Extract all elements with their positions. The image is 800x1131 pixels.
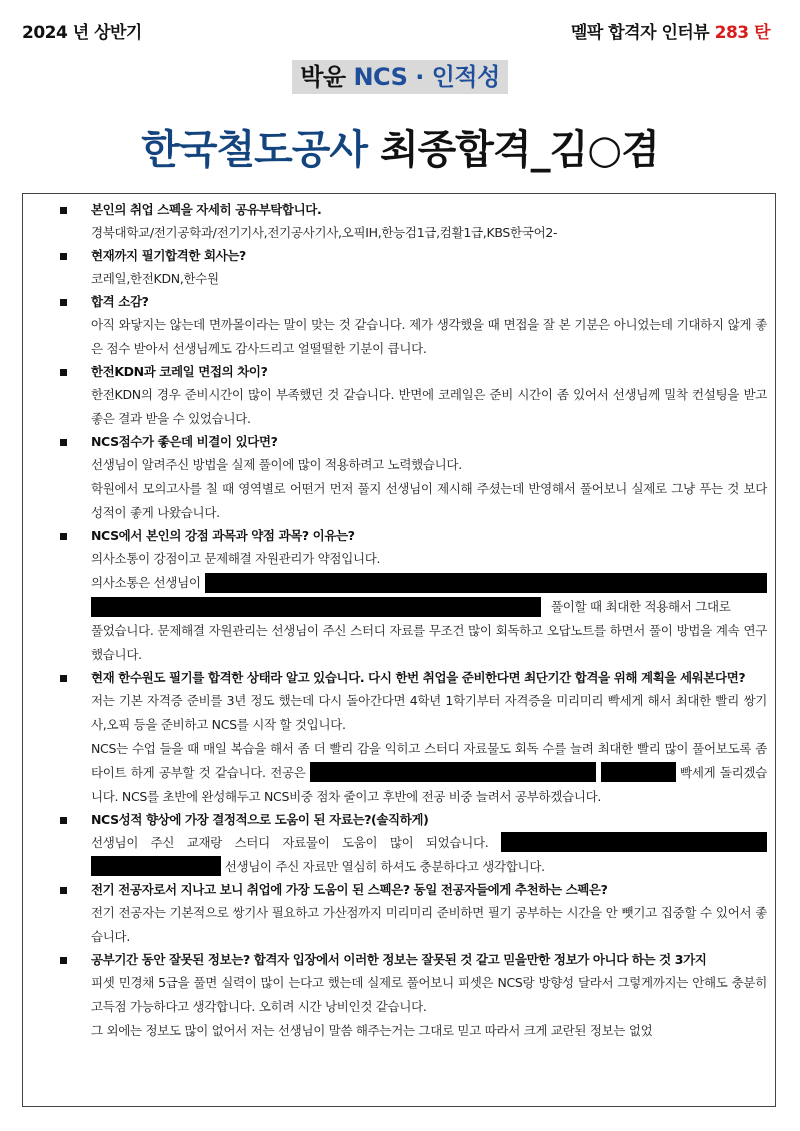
bullet-square [60, 533, 67, 540]
bullet-square [60, 675, 67, 682]
question-text: NCS성적 향상에 가장 결정적으로 도움이 된 자료는?(솔직하게) [91, 812, 429, 827]
header-series-suffix: 탄 [754, 23, 770, 43]
bullet-square [60, 299, 67, 306]
qa-item [23, 245, 775, 291]
question-text: 합격 소감? [91, 294, 149, 309]
bullet-square [60, 957, 67, 964]
question-text: 공부기간 동안 잘못된 정보는? 합격자 입장에서 이러한 정보는 잘못된 것 같고 믿을만한 정보가 아니다 하는 것 3가지 [91, 952, 707, 967]
redaction-bar [91, 597, 541, 617]
answer-text: NCS는 수업 들을 때 매일 복습을 해서 좀 더 빨리 감을 익히고 스터디 자료물도 회독 수를 늘려 최대한 빨리 많이 풀어보도록 좀 타이트 하게 공부할 것 같습니다. 전공은 [91, 741, 767, 780]
page-title [0, 118, 800, 175]
qa-item [23, 525, 775, 667]
answer: 풀었습니다. 문제해결 자원관리는 선생님이 주신 스터디 자료를 무조건 많이 회독하고 오답노트를 하면서 풀이 방법을 계속 연구했습니다. [91, 623, 767, 662]
bullet-square [60, 253, 67, 260]
question [23, 199, 775, 221]
answer-text: 풀이할 때 최대한 적용해서 그대로 [551, 599, 731, 614]
question-text: 전기 전공자로서 지나고 보니 취업에 가장 도움이 된 스펙은? 동일 전공자들에게 추천하는 스펙은? [91, 882, 608, 897]
bullet-square [60, 439, 67, 446]
question-text: 한전KDN과 코레일 면접의 차이? [91, 364, 268, 379]
redaction-bar [601, 762, 676, 782]
redaction-bar [501, 832, 767, 852]
question-text: 본인의 취업 스펙을 자세히 공유부탁합니다. [91, 202, 322, 217]
redaction-bar [205, 573, 767, 593]
bullet-square [60, 887, 67, 894]
header-series-number: 283 [714, 23, 749, 43]
answer: 의사소통이 강점이고 문제해결 자원관리가 약점입니다. [91, 551, 381, 566]
title-candidate: 최종합격_김○겸 [380, 127, 659, 173]
answer-text: 빡세게 돌리겠습니다. NCS를 초반에 완성해두고 NCS비중 점차 줄이고 후반에 전공 비중 늘려서 공부하겠습니다. [91, 765, 767, 804]
question [23, 809, 775, 831]
subtitle-teacher: 박윤 [300, 63, 346, 91]
question [23, 291, 775, 313]
question [23, 361, 775, 383]
question [23, 431, 775, 453]
header-period: 2024 년 상반기 [22, 23, 142, 43]
bullet-square [60, 207, 67, 214]
answer-redacted [23, 737, 775, 809]
redaction-bar [91, 856, 221, 876]
answer: 저는 기본 자격증 준비를 3년 정도 했는데 다시 돌아간다면 4학년 1학기부터 자격증을 미리미리 빡세게 해서 최대한 빨리 쌍기사,오픽 등을 준비하고 NCS를 시작 할 것입니다. [91, 693, 767, 732]
redaction-bar [310, 762, 596, 782]
qa-item [23, 809, 775, 879]
qa-item [23, 879, 775, 949]
bullet-square [60, 369, 67, 376]
answer: 학원에서 모의고사를 칠 때 영역별로 어떤거 먼저 풀지 선생님이 제시해 주셨는데 반영해서 풀어보니 실제로 그냥 푸는 것 보다 성적이 좋게 나왔습니다. [91, 481, 767, 520]
subtitle-subject: NCS · 인적성 [353, 63, 500, 91]
qa-item [23, 667, 775, 809]
question [23, 525, 775, 547]
qa-item [23, 949, 775, 1043]
answer-redacted [23, 831, 775, 879]
qa-item [23, 431, 775, 525]
answer: 선생님이 알려주신 방법을 실제 풀이에 많이 적용하려고 노력했습니다. [91, 457, 462, 472]
answer-text: 선생님이 주신 자료만 열심히 하셔도 충분하다고 생각합니다. [224, 859, 545, 874]
answer: 그 외에는 정보도 많이 없어서 저는 선생님이 말씀 해주는거는 그대로 믿고 따라서 크게 교란된 정보는 없었 [91, 1023, 653, 1038]
bullet-square [60, 817, 67, 824]
qa-item [23, 361, 775, 431]
header-series-label: 멜팍 합격자 인터뷰 [571, 23, 710, 43]
subtitle [292, 60, 508, 94]
question [23, 667, 775, 689]
answer-text: 의사소통은 선생님이 [91, 575, 201, 590]
question [23, 245, 775, 267]
answer-text: 선생님이 주신 교재랑 스터디 자료물이 도움이 많이 되었습니다. [91, 835, 489, 850]
question [23, 879, 775, 901]
answer: 경북대학교/전기공학과/전기기사,전기공사기사,오픽IH,한능검1급,컴활1급,KBS한국어2- [91, 225, 558, 240]
answer: 전기 전공자는 기본적으로 쌍기사 필요하고 가산점까지 미리미리 준비하면 필기 공부하는 시간을 안 뺏기고 집중할 수 있어서 좋습니다. [91, 905, 767, 944]
question-text: 현재 한수원도 필기를 합격한 상태라 알고 있습니다. 다시 한번 취업을 준비한다면 최단기간 합격을 위해 계획을 세워본다면? [91, 670, 746, 685]
answer-redacted [23, 571, 775, 619]
subtitle-row [0, 60, 800, 94]
question-text: NCS점수가 좋은데 비결이 있다면? [91, 434, 278, 449]
answer: 한전KDN의 경우 준비시간이 많이 부족했던 것 같습니다. 반면에 코레일은 준비 시간이 좀 있어서 선생님께 밀착 컨설팅을 받고 좋은 결과 받을 수 있었습니다. [91, 387, 767, 426]
qa-item [23, 291, 775, 361]
interview-box [22, 193, 776, 1107]
question-text: NCS에서 본인의 강점 과목과 약점 과목? 이유는? [91, 528, 355, 543]
question [23, 949, 775, 971]
answer: 코레일,한전KDN,한수원 [91, 271, 219, 286]
qa-item [23, 199, 775, 245]
title-company: 한국철도공사 [141, 127, 368, 173]
answer: 아직 와닿지는 않는데 면까몰이라는 말이 맞는 것 같습니다. 제가 생각했을 때 면접을 잘 본 기분은 아니었는데 기대하지 않게 좋은 점수 받아서 선생님께도 감사드리고 얼떨떨한 기분이 큽니다. [91, 317, 767, 356]
answer: 피셋 민경채 5급을 풀면 실력이 많이 는다고 했는데 실제로 풀어보니 피셋은 NCS랑 방향성 달라서 그렇게까지는 안해도 충분히 고득점 가능하다고 생각합니다. 오히려 시간 낭비인것 같습니다. [91, 975, 767, 1014]
question-text: 현재까지 필기합격한 회사는? [91, 248, 246, 263]
header-series [571, 18, 770, 43]
